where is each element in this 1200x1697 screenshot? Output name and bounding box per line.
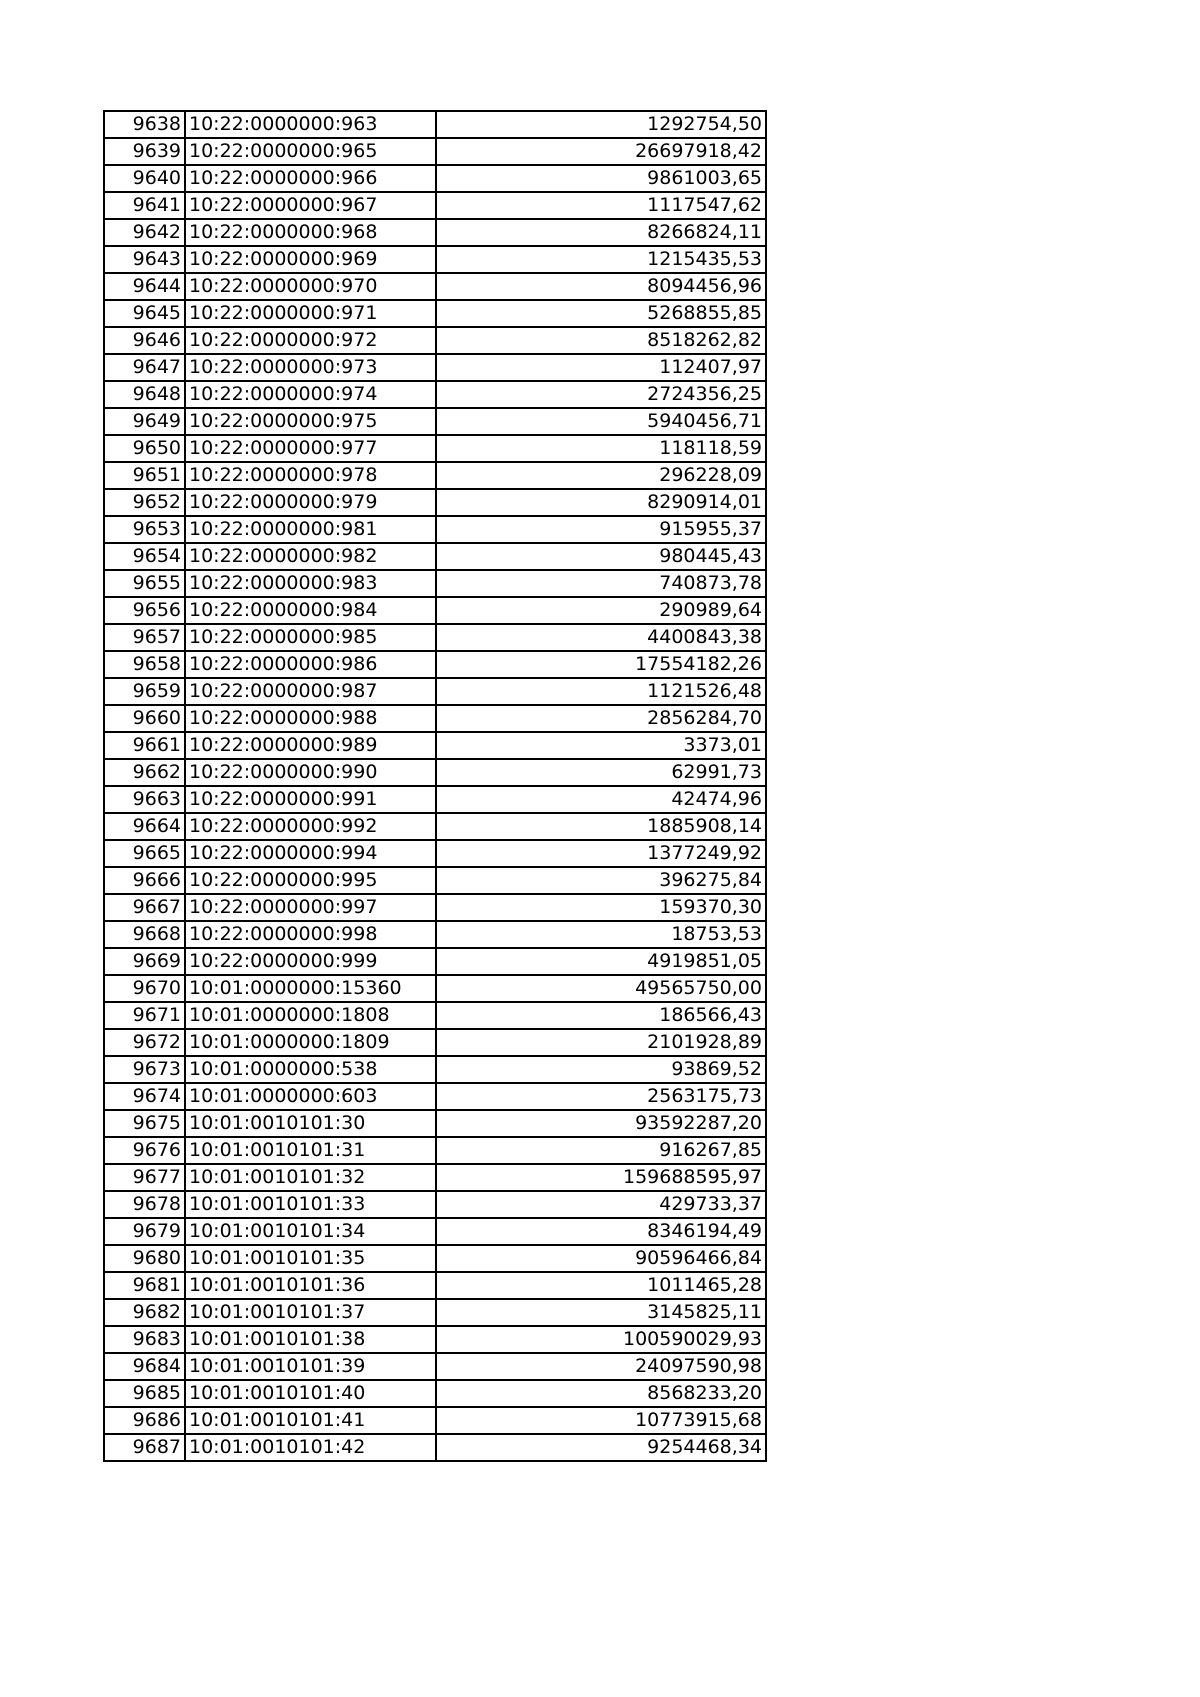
row-number-cell: 9651	[104, 462, 185, 489]
row-number-cell: 9659	[104, 678, 185, 705]
row-number-cell: 9683	[104, 1326, 185, 1353]
cadastral-number-cell: 10:01:0010101:40	[185, 1380, 436, 1407]
row-number-cell: 9642	[104, 219, 185, 246]
table-row	[104, 1083, 766, 1110]
cadastral-number-cell: 10:01:0010101:38	[185, 1326, 436, 1353]
table-row	[104, 1326, 766, 1353]
amount-cell: 8266824,11	[436, 219, 766, 246]
cadastral-number-cell: 10:22:0000000:995	[185, 867, 436, 894]
row-number-cell: 9667	[104, 894, 185, 921]
amount-cell: 9254468,34	[436, 1434, 766, 1461]
amount-cell: 4400843,38	[436, 624, 766, 651]
cadastral-number-cell: 10:01:0010101:34	[185, 1218, 436, 1245]
cadastral-number-cell: 10:22:0000000:985	[185, 624, 436, 651]
amount-cell: 9861003,65	[436, 165, 766, 192]
cadastral-number-cell: 10:22:0000000:982	[185, 543, 436, 570]
table-row	[104, 1434, 766, 1461]
table-row	[104, 786, 766, 813]
table-row	[104, 948, 766, 975]
row-number-cell: 9661	[104, 732, 185, 759]
cadastral-number-cell: 10:22:0000000:983	[185, 570, 436, 597]
row-number-cell: 9670	[104, 975, 185, 1002]
amount-cell: 8518262,82	[436, 327, 766, 354]
table-row	[104, 840, 766, 867]
cadastral-number-cell: 10:22:0000000:971	[185, 300, 436, 327]
row-number-cell: 9665	[104, 840, 185, 867]
row-number-cell: 9680	[104, 1245, 185, 1272]
row-number-cell: 9669	[104, 948, 185, 975]
cadastral-number-cell: 10:22:0000000:994	[185, 840, 436, 867]
row-number-cell: 9678	[104, 1191, 185, 1218]
table-row	[104, 192, 766, 219]
table-row	[104, 300, 766, 327]
amount-cell: 740873,78	[436, 570, 766, 597]
cadastral-number-cell: 10:01:0000000:538	[185, 1056, 436, 1083]
table-row	[104, 759, 766, 786]
table-row	[104, 678, 766, 705]
row-number-cell: 9679	[104, 1218, 185, 1245]
amount-cell: 1121526,48	[436, 678, 766, 705]
table-row	[104, 705, 766, 732]
amount-cell: 1215435,53	[436, 246, 766, 273]
amount-cell: 26697918,42	[436, 138, 766, 165]
table-row	[104, 435, 766, 462]
amount-cell: 186566,43	[436, 1002, 766, 1029]
table-row	[104, 354, 766, 381]
cadastral-number-cell: 10:22:0000000:998	[185, 921, 436, 948]
cadastral-number-cell: 10:01:0000000:603	[185, 1083, 436, 1110]
amount-cell: 159688595,97	[436, 1164, 766, 1191]
table-row	[104, 219, 766, 246]
table-row	[104, 867, 766, 894]
table-row	[104, 273, 766, 300]
cadastral-number-cell: 10:22:0000000:974	[185, 381, 436, 408]
table-row	[104, 1029, 766, 1056]
table-row	[104, 732, 766, 759]
row-number-cell: 9658	[104, 651, 185, 678]
cadastral-number-cell: 10:22:0000000:966	[185, 165, 436, 192]
cadastral-number-cell: 10:22:0000000:965	[185, 138, 436, 165]
table-row	[104, 516, 766, 543]
amount-cell: 100590029,93	[436, 1326, 766, 1353]
amount-cell: 1117547,62	[436, 192, 766, 219]
row-number-cell: 9685	[104, 1380, 185, 1407]
table-row	[104, 1299, 766, 1326]
amount-cell: 8290914,01	[436, 489, 766, 516]
row-number-cell: 9686	[104, 1407, 185, 1434]
row-number-cell: 9681	[104, 1272, 185, 1299]
cadastral-number-cell: 10:01:0010101:33	[185, 1191, 436, 1218]
table-row	[104, 1218, 766, 1245]
amount-cell: 17554182,26	[436, 651, 766, 678]
cadastral-number-cell: 10:22:0000000:989	[185, 732, 436, 759]
cadastral-number-cell: 10:01:0010101:39	[185, 1353, 436, 1380]
amount-cell: 3145825,11	[436, 1299, 766, 1326]
row-number-cell: 9676	[104, 1137, 185, 1164]
amount-cell: 1377249,92	[436, 840, 766, 867]
table-body	[104, 111, 766, 1461]
amount-cell: 915955,37	[436, 516, 766, 543]
table-row	[104, 1245, 766, 1272]
amount-cell: 112407,97	[436, 354, 766, 381]
amount-cell: 42474,96	[436, 786, 766, 813]
row-number-cell: 9675	[104, 1110, 185, 1137]
amount-cell: 18753,53	[436, 921, 766, 948]
amount-cell: 290989,64	[436, 597, 766, 624]
cadastral-number-cell: 10:22:0000000:968	[185, 219, 436, 246]
amount-cell: 49565750,00	[436, 975, 766, 1002]
row-number-cell: 9674	[104, 1083, 185, 1110]
amount-cell: 1011465,28	[436, 1272, 766, 1299]
amount-cell: 396275,84	[436, 867, 766, 894]
amount-cell: 90596466,84	[436, 1245, 766, 1272]
amount-cell: 916267,85	[436, 1137, 766, 1164]
amount-cell: 8094456,96	[436, 273, 766, 300]
table-row	[104, 570, 766, 597]
amount-cell: 4919851,05	[436, 948, 766, 975]
row-number-cell: 9677	[104, 1164, 185, 1191]
row-number-cell: 9655	[104, 570, 185, 597]
table-row	[104, 408, 766, 435]
row-number-cell: 9652	[104, 489, 185, 516]
table-row	[104, 381, 766, 408]
cadastral-number-cell: 10:22:0000000:977	[185, 435, 436, 462]
cadastral-number-cell: 10:22:0000000:972	[185, 327, 436, 354]
table-row	[104, 1272, 766, 1299]
row-number-cell: 9657	[104, 624, 185, 651]
row-number-cell: 9682	[104, 1299, 185, 1326]
cadastral-number-cell: 10:01:0000000:15360	[185, 975, 436, 1002]
row-number-cell: 9644	[104, 273, 185, 300]
cadastral-number-cell: 10:22:0000000:991	[185, 786, 436, 813]
table-row	[104, 138, 766, 165]
cadastral-number-cell: 10:22:0000000:990	[185, 759, 436, 786]
amount-cell: 118118,59	[436, 435, 766, 462]
amount-cell: 8346194,49	[436, 1218, 766, 1245]
cadastral-number-cell: 10:01:0000000:1809	[185, 1029, 436, 1056]
row-number-cell: 9648	[104, 381, 185, 408]
cadastral-number-cell: 10:01:0010101:41	[185, 1407, 436, 1434]
amount-cell: 10773915,68	[436, 1407, 766, 1434]
cadastral-number-cell: 10:01:0010101:42	[185, 1434, 436, 1461]
row-number-cell: 9646	[104, 327, 185, 354]
table-row	[104, 543, 766, 570]
table-row	[104, 246, 766, 273]
cadastral-number-cell: 10:22:0000000:988	[185, 705, 436, 732]
row-number-cell: 9653	[104, 516, 185, 543]
cadastral-number-cell: 10:22:0000000:999	[185, 948, 436, 975]
amount-cell: 980445,43	[436, 543, 766, 570]
row-number-cell: 9671	[104, 1002, 185, 1029]
row-number-cell: 9643	[104, 246, 185, 273]
row-number-cell: 9645	[104, 300, 185, 327]
cadastral-number-cell: 10:22:0000000:970	[185, 273, 436, 300]
row-number-cell: 9647	[104, 354, 185, 381]
row-number-cell: 9641	[104, 192, 185, 219]
table-row	[104, 1353, 766, 1380]
table-row	[104, 1002, 766, 1029]
cadastral-number-cell: 10:01:0010101:37	[185, 1299, 436, 1326]
cadastral-number-cell: 10:22:0000000:987	[185, 678, 436, 705]
row-number-cell: 9673	[104, 1056, 185, 1083]
cadastral-number-cell: 10:22:0000000:975	[185, 408, 436, 435]
cadastral-number-cell: 10:01:0010101:30	[185, 1110, 436, 1137]
data-table	[103, 110, 767, 1462]
cadastral-number-cell: 10:22:0000000:967	[185, 192, 436, 219]
row-number-cell: 9654	[104, 543, 185, 570]
row-number-cell: 9650	[104, 435, 185, 462]
cadastral-number-cell: 10:22:0000000:973	[185, 354, 436, 381]
table-row	[104, 489, 766, 516]
amount-cell: 62991,73	[436, 759, 766, 786]
cadastral-number-cell: 10:22:0000000:984	[185, 597, 436, 624]
amount-cell: 5268855,85	[436, 300, 766, 327]
table-row	[104, 597, 766, 624]
row-number-cell: 9639	[104, 138, 185, 165]
amount-cell: 2856284,70	[436, 705, 766, 732]
table-row	[104, 1191, 766, 1218]
row-number-cell: 9660	[104, 705, 185, 732]
amount-cell: 5940456,71	[436, 408, 766, 435]
amount-cell: 8568233,20	[436, 1380, 766, 1407]
amount-cell: 296228,09	[436, 462, 766, 489]
cadastral-number-cell: 10:22:0000000:979	[185, 489, 436, 516]
table-row	[104, 327, 766, 354]
row-number-cell: 9664	[104, 813, 185, 840]
cadastral-number-cell: 10:22:0000000:969	[185, 246, 436, 273]
cadastral-number-cell: 10:22:0000000:986	[185, 651, 436, 678]
row-number-cell: 9666	[104, 867, 185, 894]
amount-cell: 2101928,89	[436, 1029, 766, 1056]
table-row	[104, 921, 766, 948]
row-number-cell: 9687	[104, 1434, 185, 1461]
amount-cell: 429733,37	[436, 1191, 766, 1218]
amount-cell: 159370,30	[436, 894, 766, 921]
cadastral-number-cell: 10:22:0000000:997	[185, 894, 436, 921]
row-number-cell: 9684	[104, 1353, 185, 1380]
table-row	[104, 651, 766, 678]
table-row	[104, 624, 766, 651]
row-number-cell: 9662	[104, 759, 185, 786]
row-number-cell: 9663	[104, 786, 185, 813]
amount-cell: 2724356,25	[436, 381, 766, 408]
cadastral-number-cell: 10:22:0000000:978	[185, 462, 436, 489]
table-row	[104, 1164, 766, 1191]
table-row	[104, 111, 766, 138]
amount-cell: 1885908,14	[436, 813, 766, 840]
amount-cell: 93592287,20	[436, 1110, 766, 1137]
amount-cell: 2563175,73	[436, 1083, 766, 1110]
cadastral-number-cell: 10:01:0000000:1808	[185, 1002, 436, 1029]
table-row	[104, 975, 766, 1002]
cadastral-number-cell: 10:22:0000000:981	[185, 516, 436, 543]
table-row	[104, 165, 766, 192]
row-number-cell: 9640	[104, 165, 185, 192]
cadastral-number-cell: 10:01:0010101:32	[185, 1164, 436, 1191]
row-number-cell: 9668	[104, 921, 185, 948]
table-row	[104, 1056, 766, 1083]
table-row	[104, 1137, 766, 1164]
table-row	[104, 462, 766, 489]
row-number-cell: 9638	[104, 111, 185, 138]
row-number-cell: 9656	[104, 597, 185, 624]
cadastral-number-cell: 10:22:0000000:963	[185, 111, 436, 138]
amount-cell: 93869,52	[436, 1056, 766, 1083]
cadastral-number-cell: 10:01:0010101:35	[185, 1245, 436, 1272]
amount-cell: 1292754,50	[436, 111, 766, 138]
table-row	[104, 1110, 766, 1137]
cadastral-number-cell: 10:01:0010101:36	[185, 1272, 436, 1299]
table-row	[104, 1380, 766, 1407]
cadastral-number-cell: 10:01:0010101:31	[185, 1137, 436, 1164]
cadastral-number-cell: 10:22:0000000:992	[185, 813, 436, 840]
row-number-cell: 9649	[104, 408, 185, 435]
table-row	[104, 894, 766, 921]
amount-cell: 3373,01	[436, 732, 766, 759]
table-row	[104, 1407, 766, 1434]
row-number-cell: 9672	[104, 1029, 185, 1056]
table-row	[104, 813, 766, 840]
amount-cell: 24097590,98	[436, 1353, 766, 1380]
